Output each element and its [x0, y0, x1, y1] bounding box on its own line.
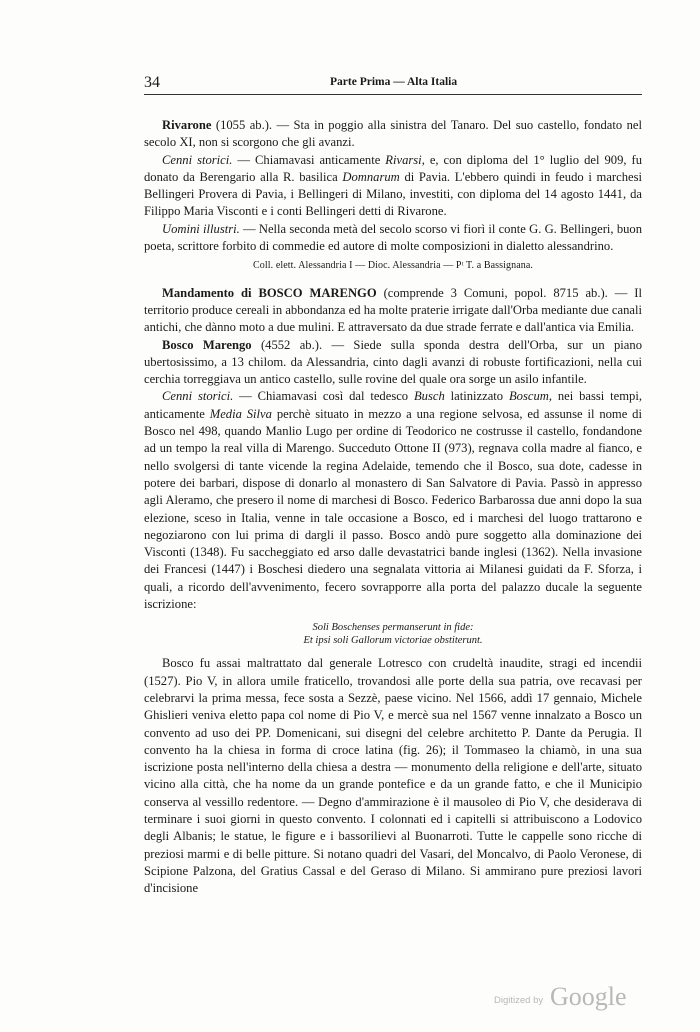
digitized-by-text: Digitized by [494, 995, 544, 1006]
mandamento-paragraph: Mandamento di BOSCO MARENGO (comprende 3 Comuni, popol. 8715 ab.). — Il territorio produce cereali in abbondanza ed ha molte praterie irrigate dall'Orba mediante due canali antichi, che dànno moto a due mulini. E attraversato da due strade ferrate e dall'antica via Emilia. [144, 285, 642, 335]
rivarone-cenni: Cenni storici. — Chiamavasi anticamente Rivarsi, e, con diploma del 1° luglio del 909, fu donato da Berengario alla R. basilica Domnarum di Pavia. L'ebbero quindi in feudo i marchesi Bellingeri Provera di Pavia, i Bellingeri di Milano, investiti, con diploma del 14 agosto 1441, da Filippo Maria Visconti e i conti Bellingeri detti di Rivarone. [144, 152, 642, 219]
quote-line-1: Soli Boschenses permanserunt in fide: [312, 622, 474, 634]
google-logo: Google [550, 982, 627, 1011]
collegio-line: Coll. elett. Alessandria I — Dioc. Alessandria — Pᵗ T. a Bassignana. [253, 260, 533, 272]
rivarone-name: Rivarone [162, 118, 212, 132]
page-header [144, 72, 642, 95]
inscription-quote [144, 621, 642, 647]
bosco-cenni: Cenni storici. — Chiamavasi così dal tedesco Busch latinizzato Boscum, nei bassi tempi, anticamente Media Silva perchè situato in mezzo a una regione selvosa, ed assunse il nome di Bosco nel 498, quando Manlio Lugo per ordine di Teodorico ne costrusse il castello, fondandone ad un tempo la real villa di Marengo. Succeduto Ottone II (973), regnava colla madre al fianco, e nello svolgersi di tante vicende la regina Adelaide, temendo che il Bosco, sua dote, cadesse in potere dei barbari, dispose di donarlo al monastero di San Salvatore di Pavia. Passò in appresso agli Aleramo, che presero il nome di marchesi di Bosco. Federico Barbarossa due anni dopo la sua elezione, sceso in Italia, venne in tale occasione a Bosco, ed i marchesi del luogo trattarono e negoziarono con lui prima di dargli il passo. Bosco andò pure soggetto alla dominazione dei Visconti (1348). Fu saccheggiato ed arso dalle devastatrici bande inglesi (1362). Nella invasione dei Francesi (1447) i Boschesi diedero una segnalata vittoria ai Milanesi guidati da F. Sforza, i quali, a ricordo dell'avvenimento, fecero sovrapporre alla porta del palazzo ducale la seguente iscrizione: [144, 389, 642, 612]
book-page [144, 72, 642, 897]
bosco-final: Bosco fu assai maltrattato dal generale Lotresco con crudeltà inaudite, stragi ed incendii (1527). Pio V, in allora umile fraticello, trovandosi alle porte della sua patria, ove recavasi per celebrarvi la prima messa, fece sosta a Sezzè, paese vicino. Nel 1566, addì 17 gennaio, Michele Ghislieri veniva eletto papa col nome di Pio V, e mercè sua nel 1567 venne innalzato a Bosco un convento ad uso dei PP. Domenicani, sui disegni del celebre architetto P. Dante da Perugia. Il convento ha la chiesa in forma di croce latina (fig. 26); il Tommaseo la chiamò, in una sua iscrizione posta nell'interno della chiesa a destra — monumento della religione e dell'arte, situato vicino alla città, che ha nome da un grande pontefice e da un grande fatto, e che il Municipio conserva al vessillo redentore. — Degno d'ammirazione è il mausoleo di Pio V, che desiderava di terminare i suoi giorni in questo convento. I colonnati ed i capitelli si attribuiscono a Lodovico degli Albanis; le statue, le figure e i bassorilievi al Buonarroti. Tutte le cappelle sono ricche di preziosi marmi e di belle pitture. Si notano quadri del Vasari, del Moncalvo, di Paolo Veronese, di Scipione Palzona, del Gratius Cassal e del Geraso di Milano. Si ammirano pure preziosi lavori d'incisione [144, 656, 642, 896]
body-text [144, 117, 642, 897]
page-number: 34 [144, 74, 160, 91]
bosco-intro: Bosco Marengo (4552 ab.). — Siede sulla sponda destra dell'Orba, sur un piano ubertosissimo, a 13 chilom. da Alessandria, cinto dagli avanzi di robuste fortificazioni, nella cui cerchia torreggiava un antico castello, sulle rovine del quale ora sorge un asilo infantile. [144, 337, 642, 387]
mandamento-label: Mandamento di BOSCO MARENGO [162, 285, 377, 300]
google-watermark [494, 982, 644, 1022]
bosco-name: Bosco Marengo [162, 337, 252, 352]
running-head: Parte Prima — Alta Italia [330, 76, 458, 88]
rivarone-uomini: Uomini illustri. — Nella seconda metà del secolo scorso vi fiorì il conte G. G. Bellingeri, buon poeta, scrittore forbito di commedie ed autore di molte composizioni in dialetto alessandrino. [144, 221, 643, 254]
rivarone-intro: Rivarone (1055 ab.). — Sta in poggio alla sinistra del Tanaro. Del suo castello, fondato nel secolo XI, non si scorgono che gli avanzi. [144, 118, 642, 150]
quote-line-2: Et ipsi soli Gallorum victoriae obstiterunt. [303, 635, 483, 647]
